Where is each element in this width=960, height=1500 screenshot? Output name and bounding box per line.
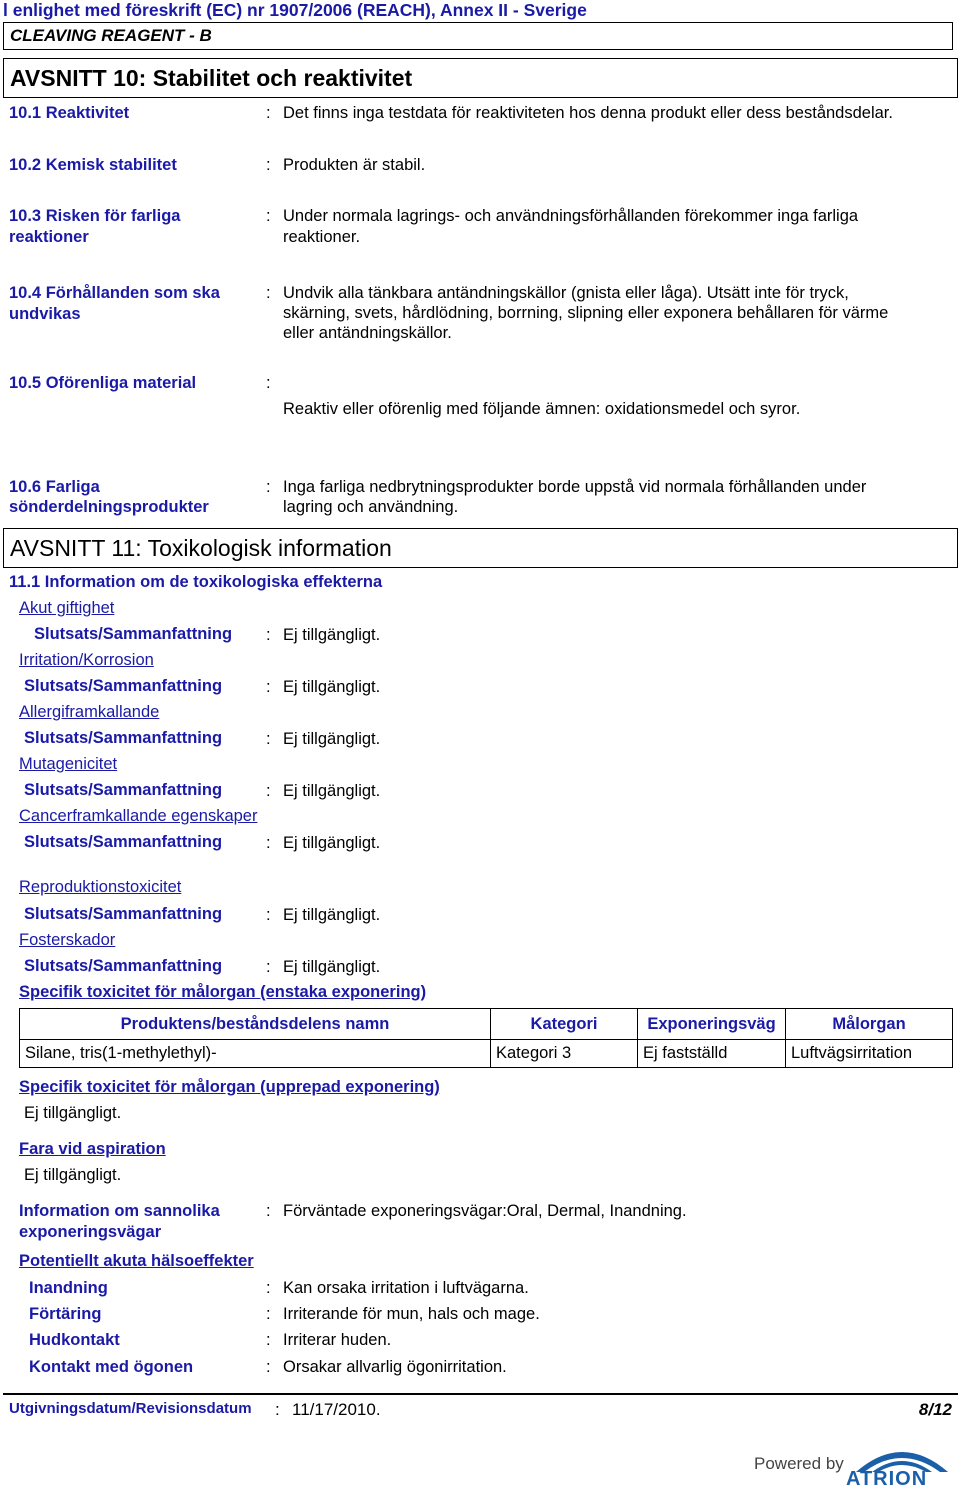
colon: : [266,1279,271,1297]
conditions-avoid-value-line2: skärning, svets, hårdlödning, borrning, slipning eller exponera behållaren för värme [283,304,889,322]
column-header: Målorgan [786,1009,953,1040]
summary-label: Slutsats/Sammanfattning [24,677,223,695]
category-mutagenicity: Mutagenicitet [19,755,118,773]
colon: : [266,958,271,976]
page-number: 8/12 [918,1400,952,1419]
eye-contact-value: Orsakar allvarlig ögonirritation. [283,1358,507,1376]
colon: : [266,626,271,644]
table-row [20,1040,953,1068]
aspiration-value: Ej tillgängligt. [24,1166,122,1184]
colon: : [266,284,271,302]
section-11-header [3,528,958,568]
column-header: Kategori [491,1009,638,1040]
summary-value: Ej tillgängligt. [283,730,381,748]
conditions-avoid-value-line3: eller antändningskällor. [283,324,452,342]
reactivity-label: 10.1 Reaktivitet [9,104,130,122]
table-cell: Ej fastställd [638,1040,786,1068]
column-header: Exponeringsväg [638,1009,786,1040]
category-carcinogenicity: Cancerframkallande egenskaper [19,807,258,825]
colon: : [266,156,271,174]
colon: : [266,1358,271,1376]
colon: : [266,1202,271,1220]
table-cell: Silane, tris(1-methylethyl)- [20,1040,491,1068]
summary-label: Slutsats/Sammanfattning [24,781,223,799]
column-header: Produktens/beståndsdelens namn [20,1009,491,1040]
footer-divider [3,1393,958,1395]
colon: : [266,834,271,852]
category-acute-toxicity: Akut giftighet [19,599,115,617]
eye-contact-label: Kontakt med ögonen [29,1358,194,1376]
stot-repeated-value: Ej tillgängligt. [24,1104,122,1122]
stability-value: Produkten är stabil. [283,156,426,174]
section-10-header [3,58,958,98]
section-11-title: AVSNITT 11: Toxikologisk information [10,535,392,561]
reactivity-value: Det finns inga testdata för reaktiviteten hos denna produkt eller dess beståndsdelar. [283,104,893,122]
powered-by-text: Powered by [754,1454,844,1473]
colon: : [266,730,271,748]
summary-value: Ej tillgängligt. [283,678,381,696]
inhalation-label: Inandning [29,1279,108,1297]
acute-effects-title: Potentiellt akuta hälsoeffekter [19,1252,254,1270]
conditions-avoid-value-line1: Undvik alla tänkbara antändningskällor (gnista eller låga). Utsätt inte för tryck, [283,284,849,302]
section-10-title: AVSNITT 10: Stabilitet och reaktivitet [10,65,413,91]
hazardous-reactions-value-line2: reaktioner. [283,228,361,246]
category-irritation: Irritation/Korrosion [19,651,154,669]
colon: : [266,374,271,392]
colon: : [266,478,271,496]
ingestion-label: Förtäring [29,1305,102,1323]
toxicological-effects-subtitle: 11.1 Information om de toxikologiska effekterna [9,573,383,591]
stability-label: 10.2 Kemisk stabilitet [9,156,177,174]
document-header: l enlighet med föreskrift (EC) nr 1907/2006 (REACH), Annex II - Sverige [3,0,587,20]
footer-date: 11/17/2010. [292,1400,381,1419]
hazardous-reactions-label-line1: 10.3 Risken för farliga [9,207,181,225]
incompatible-materials-label: 10.5 Oförenliga material [9,374,197,392]
exposure-routes-label-line2: exponeringsvägar [19,1223,162,1241]
decomposition-value-line2: lagring och användning. [283,498,459,516]
summary-value: Ej tillgängligt. [283,906,381,924]
stot-single-table [19,1008,953,1068]
aspiration-title: Fara vid aspiration [19,1140,166,1158]
footer-date-label: Utgivningsdatum/Revisionsdatum [9,1400,252,1417]
skin-contact-label: Hudkontakt [29,1331,120,1349]
colon: : [266,1305,271,1323]
footer-colon: : [275,1400,280,1419]
summary-value: Ej tillgängligt. [283,958,381,976]
conditions-avoid-label-line2: undvikas [9,305,81,323]
hazardous-reactions-value-line1: Under normala lagrings- och användningsförhållanden förekommer inga farliga [283,207,859,225]
incompatible-materials-value: Reaktiv eller oförenlig med följande ämnen: oxidationsmedel och syror. [283,400,801,418]
decomposition-label-line1: 10.6 Farliga [9,478,100,496]
hazardous-reactions-label-line2: reaktioner [9,228,89,246]
colon: : [266,678,271,696]
colon: : [266,782,271,800]
decomposition-value-line1: Inga farliga nedbrytningsprodukter borde uppstå vid normala förhållanden under [283,478,867,496]
stot-repeated-title: Specifik toxicitet för målorgan (upprepad exponering) [19,1078,440,1096]
product-name-box [3,22,953,50]
summary-label: Slutsats/Sammanfattning [24,905,223,923]
summary-value: Ej tillgängligt. [283,626,381,644]
ingestion-value: Irriterande för mun, hals och mage. [283,1305,540,1323]
summary-value: Ej tillgängligt. [283,782,381,800]
category-teratogenicity: Fosterskador [19,931,116,949]
skin-contact-value: Irriterar huden. [283,1331,392,1349]
colon: : [266,906,271,924]
colon: : [266,1331,271,1349]
exposure-routes-label-line1: Information om sannolika [19,1202,220,1220]
category-sensitization: Allergiframkallande [19,703,160,721]
exposure-routes-value: Förväntade exponeringsvägar:Oral, Dermal, Inandning. [283,1202,687,1220]
category-reproductive-toxicity: Reproduktionstoxicitet [19,878,182,896]
product-name: CLEAVING REAGENT - B [10,26,212,45]
summary-label: Slutsats/Sammanfattning [24,833,223,851]
table-cell: Luftvägsirritation [786,1040,953,1068]
colon: : [266,104,271,122]
conditions-avoid-label-line1: 10.4 Förhållanden som ska [9,284,220,302]
decomposition-label-line2: sönderdelningsprodukter [9,498,209,516]
colon: : [266,207,271,225]
stot-single-title: Specifik toxicitet för målorgan (enstaka exponering) [19,983,427,1001]
summary-label: Slutsats/Sammanfattning [34,625,233,643]
summary-label: Slutsats/Sammanfattning [24,729,223,747]
atrion-brand-text: ATRION [846,1468,928,1490]
summary-value: Ej tillgängligt. [283,834,381,852]
summary-label: Slutsats/Sammanfattning [24,957,223,975]
inhalation-value: Kan orsaka irritation i luftvägarna. [283,1279,529,1297]
table-header-row [20,1009,953,1040]
table-cell: Kategori 3 [491,1040,638,1068]
